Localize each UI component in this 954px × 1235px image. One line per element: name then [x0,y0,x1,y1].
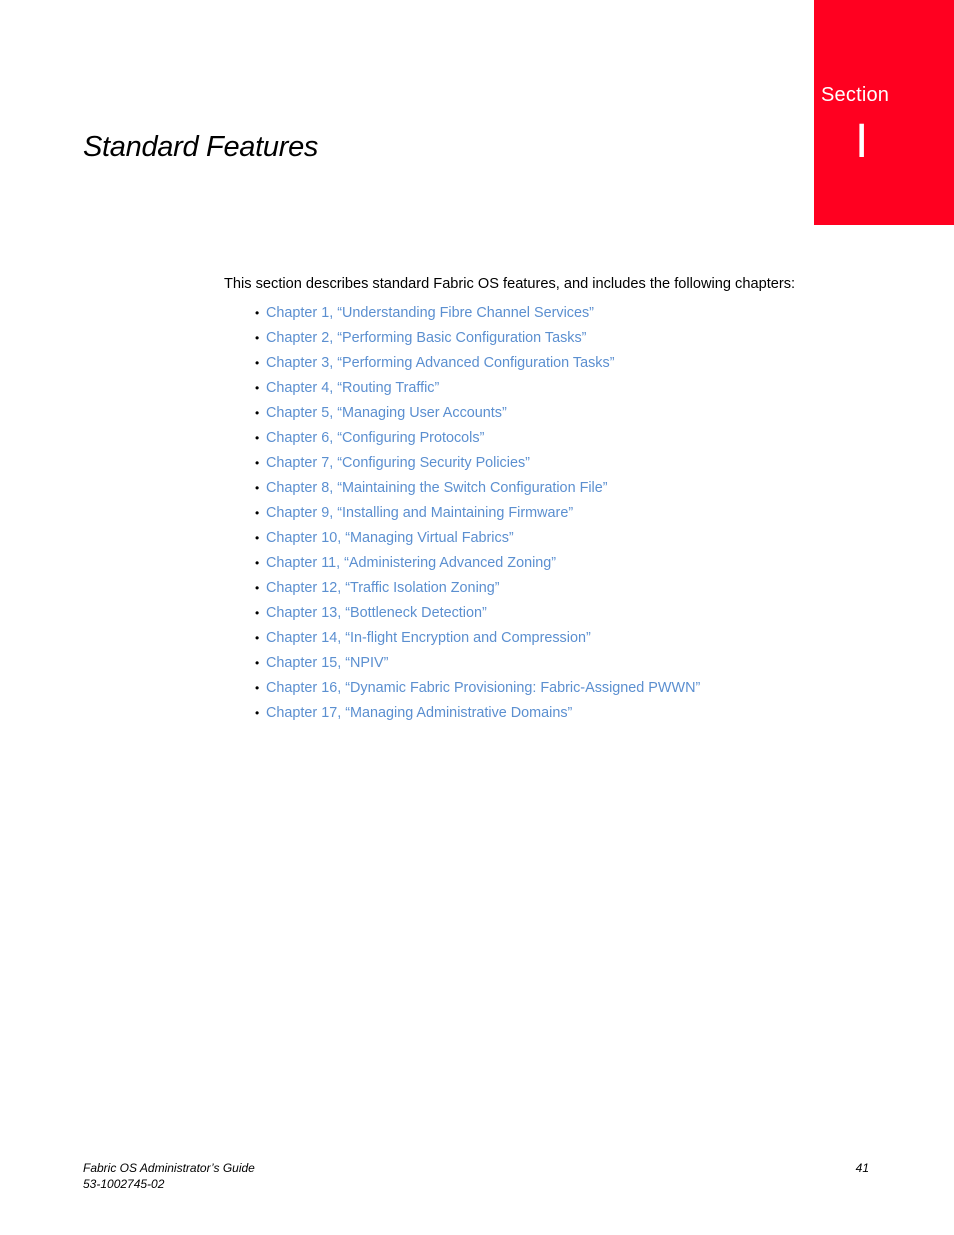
footer-page-number: 41 [855,1161,869,1175]
chapter-link[interactable]: Chapter 4, “Routing Traffic” [266,380,440,396]
chapter-list-item [255,626,700,651]
chapter-list-item [255,576,700,601]
bullet-icon: • [255,531,260,545]
footer-doc-number: 53-1002745-02 [83,1177,165,1191]
chapter-list-item [255,651,700,676]
chapter-link[interactable]: Chapter 7, “Configuring Security Policies” [266,455,530,471]
bullet-icon: • [255,656,260,670]
chapter-link[interactable]: Chapter 13, “Bottleneck Detection” [266,605,487,621]
bullet-icon: • [255,406,260,420]
chapter-link[interactable]: Chapter 16, “Dynamic Fabric Provisioning: Fabric-Assigned PWWN” [266,680,701,696]
chapter-link[interactable]: Chapter 2, “Performing Basic Configuration Tasks” [266,330,587,346]
intro-paragraph: This section describes standard Fabric OS features, and includes the following chapters: [224,276,796,292]
bullet-icon: • [255,681,260,695]
chapter-list-item [255,376,700,401]
chapter-link[interactable]: Chapter 8, “Maintaining the Switch Configuration File” [266,480,608,496]
bullet-icon: • [255,331,260,345]
chapter-list-item [255,501,700,526]
chapter-list-item [255,701,700,726]
bullet-icon: • [255,306,260,320]
chapter-link[interactable]: Chapter 5, “Managing User Accounts” [266,405,507,421]
bullet-icon: • [255,606,260,620]
bullet-icon: • [255,706,260,720]
bullet-icon: • [255,356,260,370]
bullet-icon: • [255,581,260,595]
chapter-list-item [255,601,700,626]
bullet-icon: • [255,431,260,445]
chapter-list [255,301,700,726]
chapter-list-item [255,351,700,376]
chapter-list-item [255,451,700,476]
chapter-list-item [255,301,700,326]
chapter-link[interactable]: Chapter 11, “Administering Advanced Zoning” [266,555,557,571]
chapter-link[interactable]: Chapter 3, “Performing Advanced Configuration Tasks” [266,355,615,371]
chapter-link[interactable]: Chapter 12, “Traffic Isolation Zoning” [266,580,500,596]
bullet-icon: • [255,506,260,520]
chapter-list-item [255,476,700,501]
chapter-link[interactable]: Chapter 9, “Installing and Maintaining Firmware” [266,505,574,521]
footer-doc-info [83,1160,255,1192]
chapter-list-item [255,326,700,351]
chapter-link[interactable]: Chapter 6, “Configuring Protocols” [266,430,485,446]
chapter-list-item [255,551,700,576]
chapter-link[interactable]: Chapter 17, “Managing Administrative Domains” [266,705,573,721]
chapter-list-item [255,426,700,451]
chapter-list-item [255,401,700,426]
chapter-link[interactable]: Chapter 10, “Managing Virtual Fabrics” [266,530,514,546]
bullet-icon: • [255,556,260,570]
bullet-icon: • [255,481,260,495]
chapter-link[interactable]: Chapter 15, “NPIV” [266,655,389,671]
chapter-list-item [255,526,700,551]
page-title: Standard Features [83,131,319,163]
chapter-link[interactable]: Chapter 1, “Understanding Fibre Channel Services” [266,305,594,321]
bullet-icon: • [255,381,260,395]
section-tab [814,0,954,225]
chapter-list-item [255,676,700,701]
section-label: Section [821,84,890,106]
bullet-icon: • [255,456,260,470]
bullet-icon: • [255,631,260,645]
chapter-link[interactable]: Chapter 14, “In-flight Encryption and Compression” [266,630,591,646]
footer-doc-title: Fabric OS Administrator’s Guide [83,1161,255,1175]
section-number: I [855,115,869,168]
